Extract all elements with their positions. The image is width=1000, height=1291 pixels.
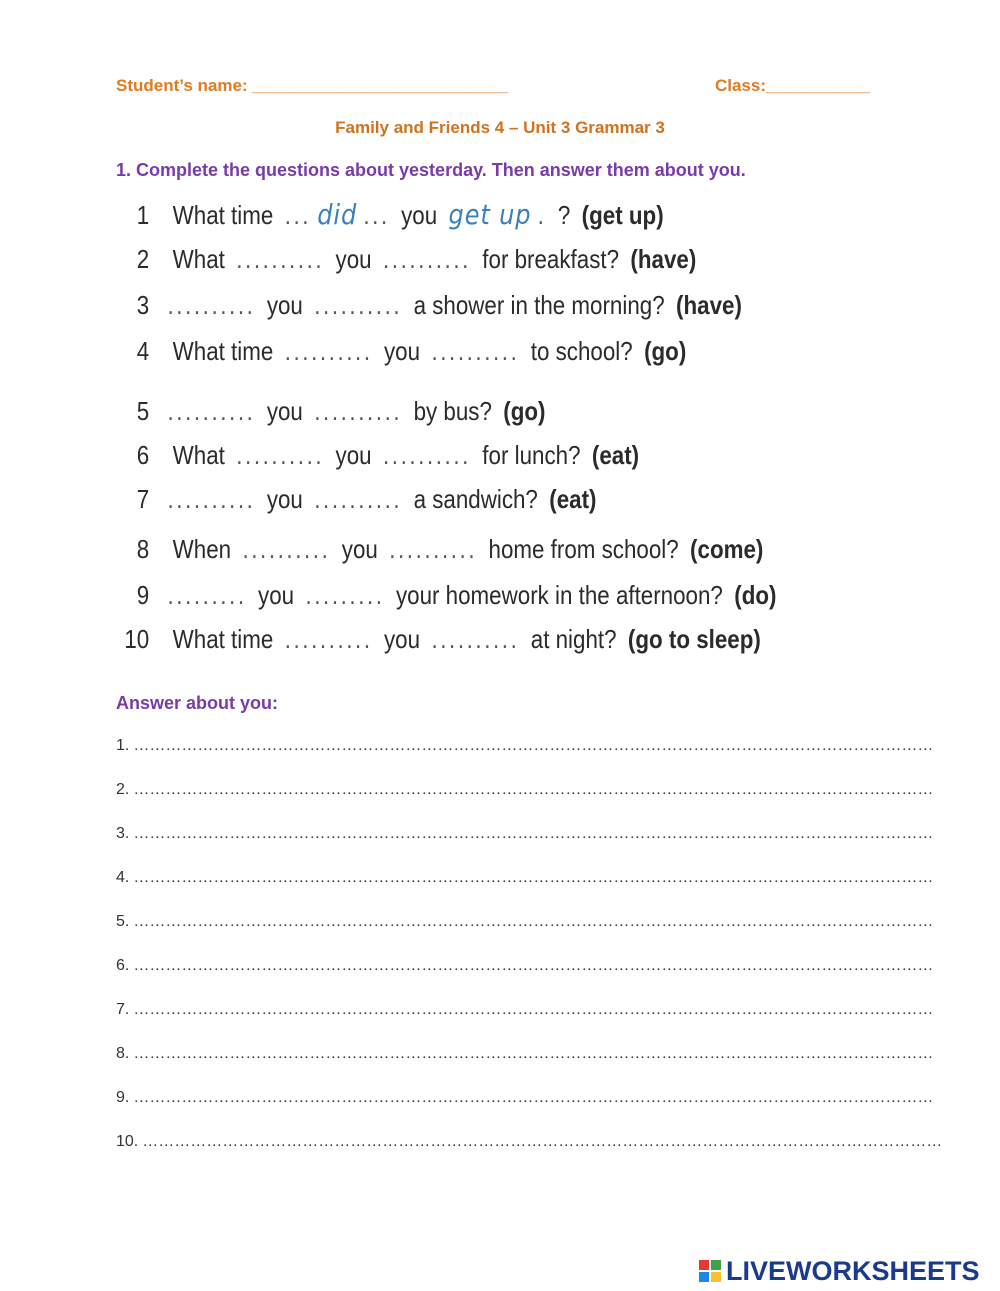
question-tail: ?	[557, 200, 571, 230]
answer-number: 3.	[116, 825, 130, 842]
question-subject: you	[258, 580, 295, 610]
blank-dots: ..........	[284, 624, 373, 654]
answer-fill-1[interactable]: did	[317, 198, 358, 231]
verb-hint: (eat)	[591, 440, 640, 470]
verb-hint: (go to sleep)	[627, 624, 761, 654]
verb-hint: (have)	[630, 244, 697, 274]
verb-hint: (go)	[503, 396, 546, 426]
question-subject: you	[335, 244, 372, 274]
question-tail: your homework in the afternoon?	[395, 580, 723, 610]
exercise-instruction: 1. Complete the questions about yesterday. Then answer them about you.	[116, 160, 746, 180]
question-subject: you	[266, 484, 303, 514]
logo-mark-icon	[698, 1259, 722, 1283]
header-row	[116, 76, 870, 100]
answer-number: 1.	[116, 737, 130, 754]
answer-line[interactable]	[116, 825, 934, 847]
question-number: 4	[136, 336, 150, 366]
question-subject: you	[384, 336, 421, 366]
blank-dots: ..........	[382, 244, 471, 274]
answer-dots: ……………………………………………………………………………………………………………………………………	[133, 737, 934, 754]
question-lead: What	[172, 440, 225, 470]
blank-dots: ..........	[284, 336, 373, 366]
blank-dots: ..........	[431, 624, 520, 654]
answer-line[interactable]	[116, 957, 934, 979]
logo-square	[698, 1259, 710, 1271]
answer-number: 9.	[116, 1089, 130, 1106]
verb-hint: (go)	[644, 336, 687, 366]
answer-dots: ……………………………………………………………………………………………………………………………………	[133, 913, 934, 930]
answer-dots: ……………………………………………………………………………………………………………………………………	[133, 825, 934, 842]
question-subject: you	[266, 396, 303, 426]
question-row	[120, 624, 761, 660]
blank-dots: ..........	[242, 534, 331, 564]
answer-dots: ……………………………………………………………………………………………………………………………………	[133, 1089, 934, 1106]
blank-dots: ..........	[382, 440, 471, 470]
question-row	[120, 396, 545, 432]
question-row	[120, 534, 763, 570]
question-number: 5	[136, 396, 150, 426]
verb-hint: (do)	[734, 580, 777, 610]
question-tail: for lunch?	[482, 440, 581, 470]
answer-line[interactable]	[116, 1089, 934, 1111]
answer-dots: ……………………………………………………………………………………………………………………………………	[133, 869, 934, 886]
answer-number: 6.	[116, 957, 130, 974]
liveworksheets-logo	[698, 1256, 994, 1286]
question-subject: you	[384, 624, 421, 654]
blank-dots: ..........	[314, 396, 403, 426]
question-lead: When	[172, 534, 232, 564]
question-number: 3	[136, 290, 150, 320]
question-tail: a shower in the morning?	[413, 290, 665, 320]
blank-dots: ..........	[167, 484, 256, 514]
answer-number: 7.	[116, 1001, 130, 1018]
question-tail: to school?	[530, 336, 633, 366]
student-name-field[interactable]: Student’s name: ___________________________	[116, 76, 508, 95]
question-tail: at night?	[530, 624, 617, 654]
answer-dots: ……………………………………………………………………………………………………………………………………	[133, 957, 934, 974]
answer-section-title: Answer about you:	[116, 693, 279, 713]
answer-dots: ……………………………………………………………………………………………………………………………………	[142, 1133, 943, 1150]
verb-hint: (eat)	[549, 484, 597, 514]
question-tail: home from school?	[488, 534, 679, 564]
question-tail: by bus?	[413, 396, 492, 426]
question-subject: you	[341, 534, 378, 564]
blank-dots: ...	[284, 200, 312, 230]
blank-dots: .........	[305, 580, 385, 610]
worksheet-title: Family and Friends 4 – Unit 3 Grammar 3	[335, 118, 665, 137]
answer-dots: ……………………………………………………………………………………………………………………………………	[133, 1001, 934, 1018]
class-field[interactable]: Class:___________	[714, 76, 870, 95]
question-lead: What	[172, 244, 225, 274]
blank-dots: ..........	[167, 396, 256, 426]
blank-dots: ...	[363, 200, 390, 230]
blank-dots: ..........	[167, 290, 256, 320]
question-number: 2	[136, 244, 150, 274]
blank-dots: ..........	[314, 290, 403, 320]
answer-line[interactable]	[116, 913, 934, 935]
blank-dots: ..........	[236, 244, 325, 274]
answer-dots: ……………………………………………………………………………………………………………………………………	[133, 1045, 934, 1062]
question-row	[120, 336, 686, 372]
question-number: 1	[136, 200, 150, 230]
logo-square	[698, 1271, 710, 1283]
question-subject: you	[401, 200, 438, 230]
answer-number: 5.	[116, 913, 130, 930]
blank-dots: ..........	[314, 484, 403, 514]
answer-number: 4.	[116, 869, 130, 886]
answer-line[interactable]	[116, 1045, 934, 1067]
blank-dots: .	[537, 200, 547, 230]
question-row	[120, 244, 696, 280]
answer-line[interactable]	[116, 781, 934, 803]
question-number: 6	[136, 440, 150, 470]
question-tail: a sandwich?	[413, 484, 538, 514]
blank-dots: ..........	[236, 440, 325, 470]
question-number: 8	[136, 534, 150, 564]
question-lead: What time	[172, 336, 274, 366]
answer-line[interactable]	[116, 737, 934, 759]
answer-dots: ……………………………………………………………………………………………………………………………………	[133, 781, 934, 798]
question-number: 10	[124, 624, 150, 654]
blank-dots: .........	[167, 580, 247, 610]
question-tail: for breakfast?	[482, 244, 620, 274]
answer-line[interactable]	[116, 1133, 943, 1155]
question-number: 7	[136, 484, 150, 514]
question-row	[120, 290, 742, 326]
verb-hint: (come)	[690, 534, 764, 564]
answer-number: 10.	[116, 1133, 139, 1150]
question-row	[120, 484, 596, 520]
answer-number: 8.	[116, 1045, 130, 1062]
question-number: 9	[136, 580, 150, 610]
logo-text: LIVEWORKSHEETS	[726, 1255, 980, 1286]
verb-hint: (get up)	[581, 200, 664, 230]
question-row	[120, 440, 639, 476]
question-subject: you	[266, 290, 303, 320]
question-lead: What time	[172, 200, 274, 230]
answer-line[interactable]	[116, 1001, 934, 1023]
question-row	[120, 198, 664, 234]
blank-dots: ..........	[389, 534, 478, 564]
verb-hint: (have)	[676, 290, 742, 320]
answer-fill-2[interactable]: get up	[448, 198, 532, 231]
question-row	[120, 580, 776, 616]
logo-square	[710, 1271, 722, 1283]
logo-square	[710, 1259, 722, 1271]
blank-dots: ..........	[431, 336, 520, 366]
question-lead: What time	[172, 624, 274, 654]
question-subject: you	[335, 440, 372, 470]
answer-line[interactable]	[116, 869, 934, 891]
answer-number: 2.	[116, 781, 130, 798]
